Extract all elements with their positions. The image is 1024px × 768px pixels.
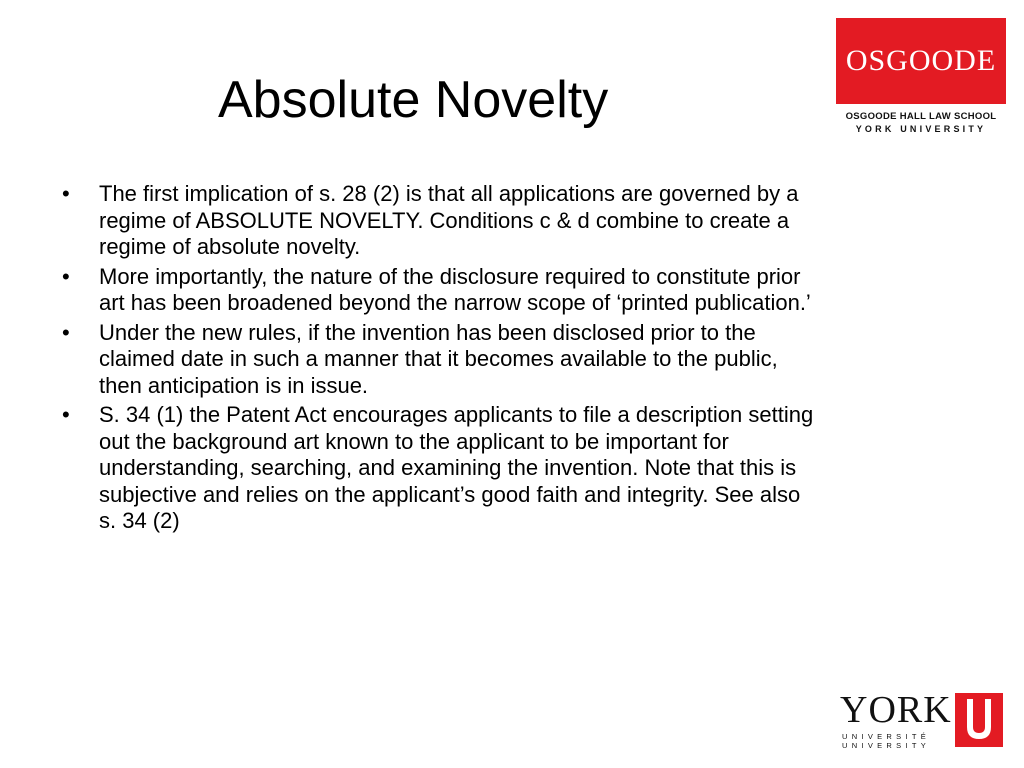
bullet-item (62, 320, 822, 400)
bullet-item (62, 402, 822, 535)
york-logo-university: UNIVERSITY (842, 741, 931, 750)
bullet-marker: • (62, 181, 70, 206)
bullet-list (62, 181, 822, 538)
osgoode-logo (836, 18, 1006, 136)
york-logo-universite: UNIVERSITÉ (842, 732, 931, 741)
bullet-marker: • (62, 402, 70, 427)
osgoode-logo-word: OSGOODE (845, 44, 997, 77)
bullet-text: S. 34 (1) the Patent Act encourages applicants to file a description setting out the background art known to the applicant to be important for understanding, searching, and examining the invention. Note that this is subjective and relies on the applicant’s good faith and integrity. See also s. 34 (2) (99, 402, 814, 533)
osgoode-logo-university-name: YORK UNIVERSITY (855, 124, 987, 134)
york-university-logo (838, 690, 1008, 750)
york-u-icon (955, 693, 1003, 747)
osgoode-logo-box (836, 18, 1006, 104)
bullet-text: The first implication of s. 28 (2) is that all applications are governed by a regime of ABSOLUTE NOVELTY. Conditions c & d combine to create a regime of absolute novelty. (99, 181, 799, 259)
bullet-marker: • (62, 319, 70, 345)
bullet-text: More importantly, the nature of the disclosure required to constitute prior art has been broadened beyond the narrow scope of ‘printed publication.’ (99, 263, 811, 315)
slide-title: Absolute Novelty (218, 71, 609, 129)
bullet-marker: • (62, 263, 70, 289)
osgoode-logo-school-name: OSGOODE HALL LAW SCHOOL (845, 111, 997, 122)
bullet-item (62, 181, 822, 261)
york-logo-word: YORK (840, 689, 952, 731)
bullet-item (62, 264, 822, 317)
bullet-text: Under the new rules, if the invention has been disclosed prior to the claimed date in such a manner that it becomes available to the public, then anticipation is in issue. (99, 319, 778, 398)
